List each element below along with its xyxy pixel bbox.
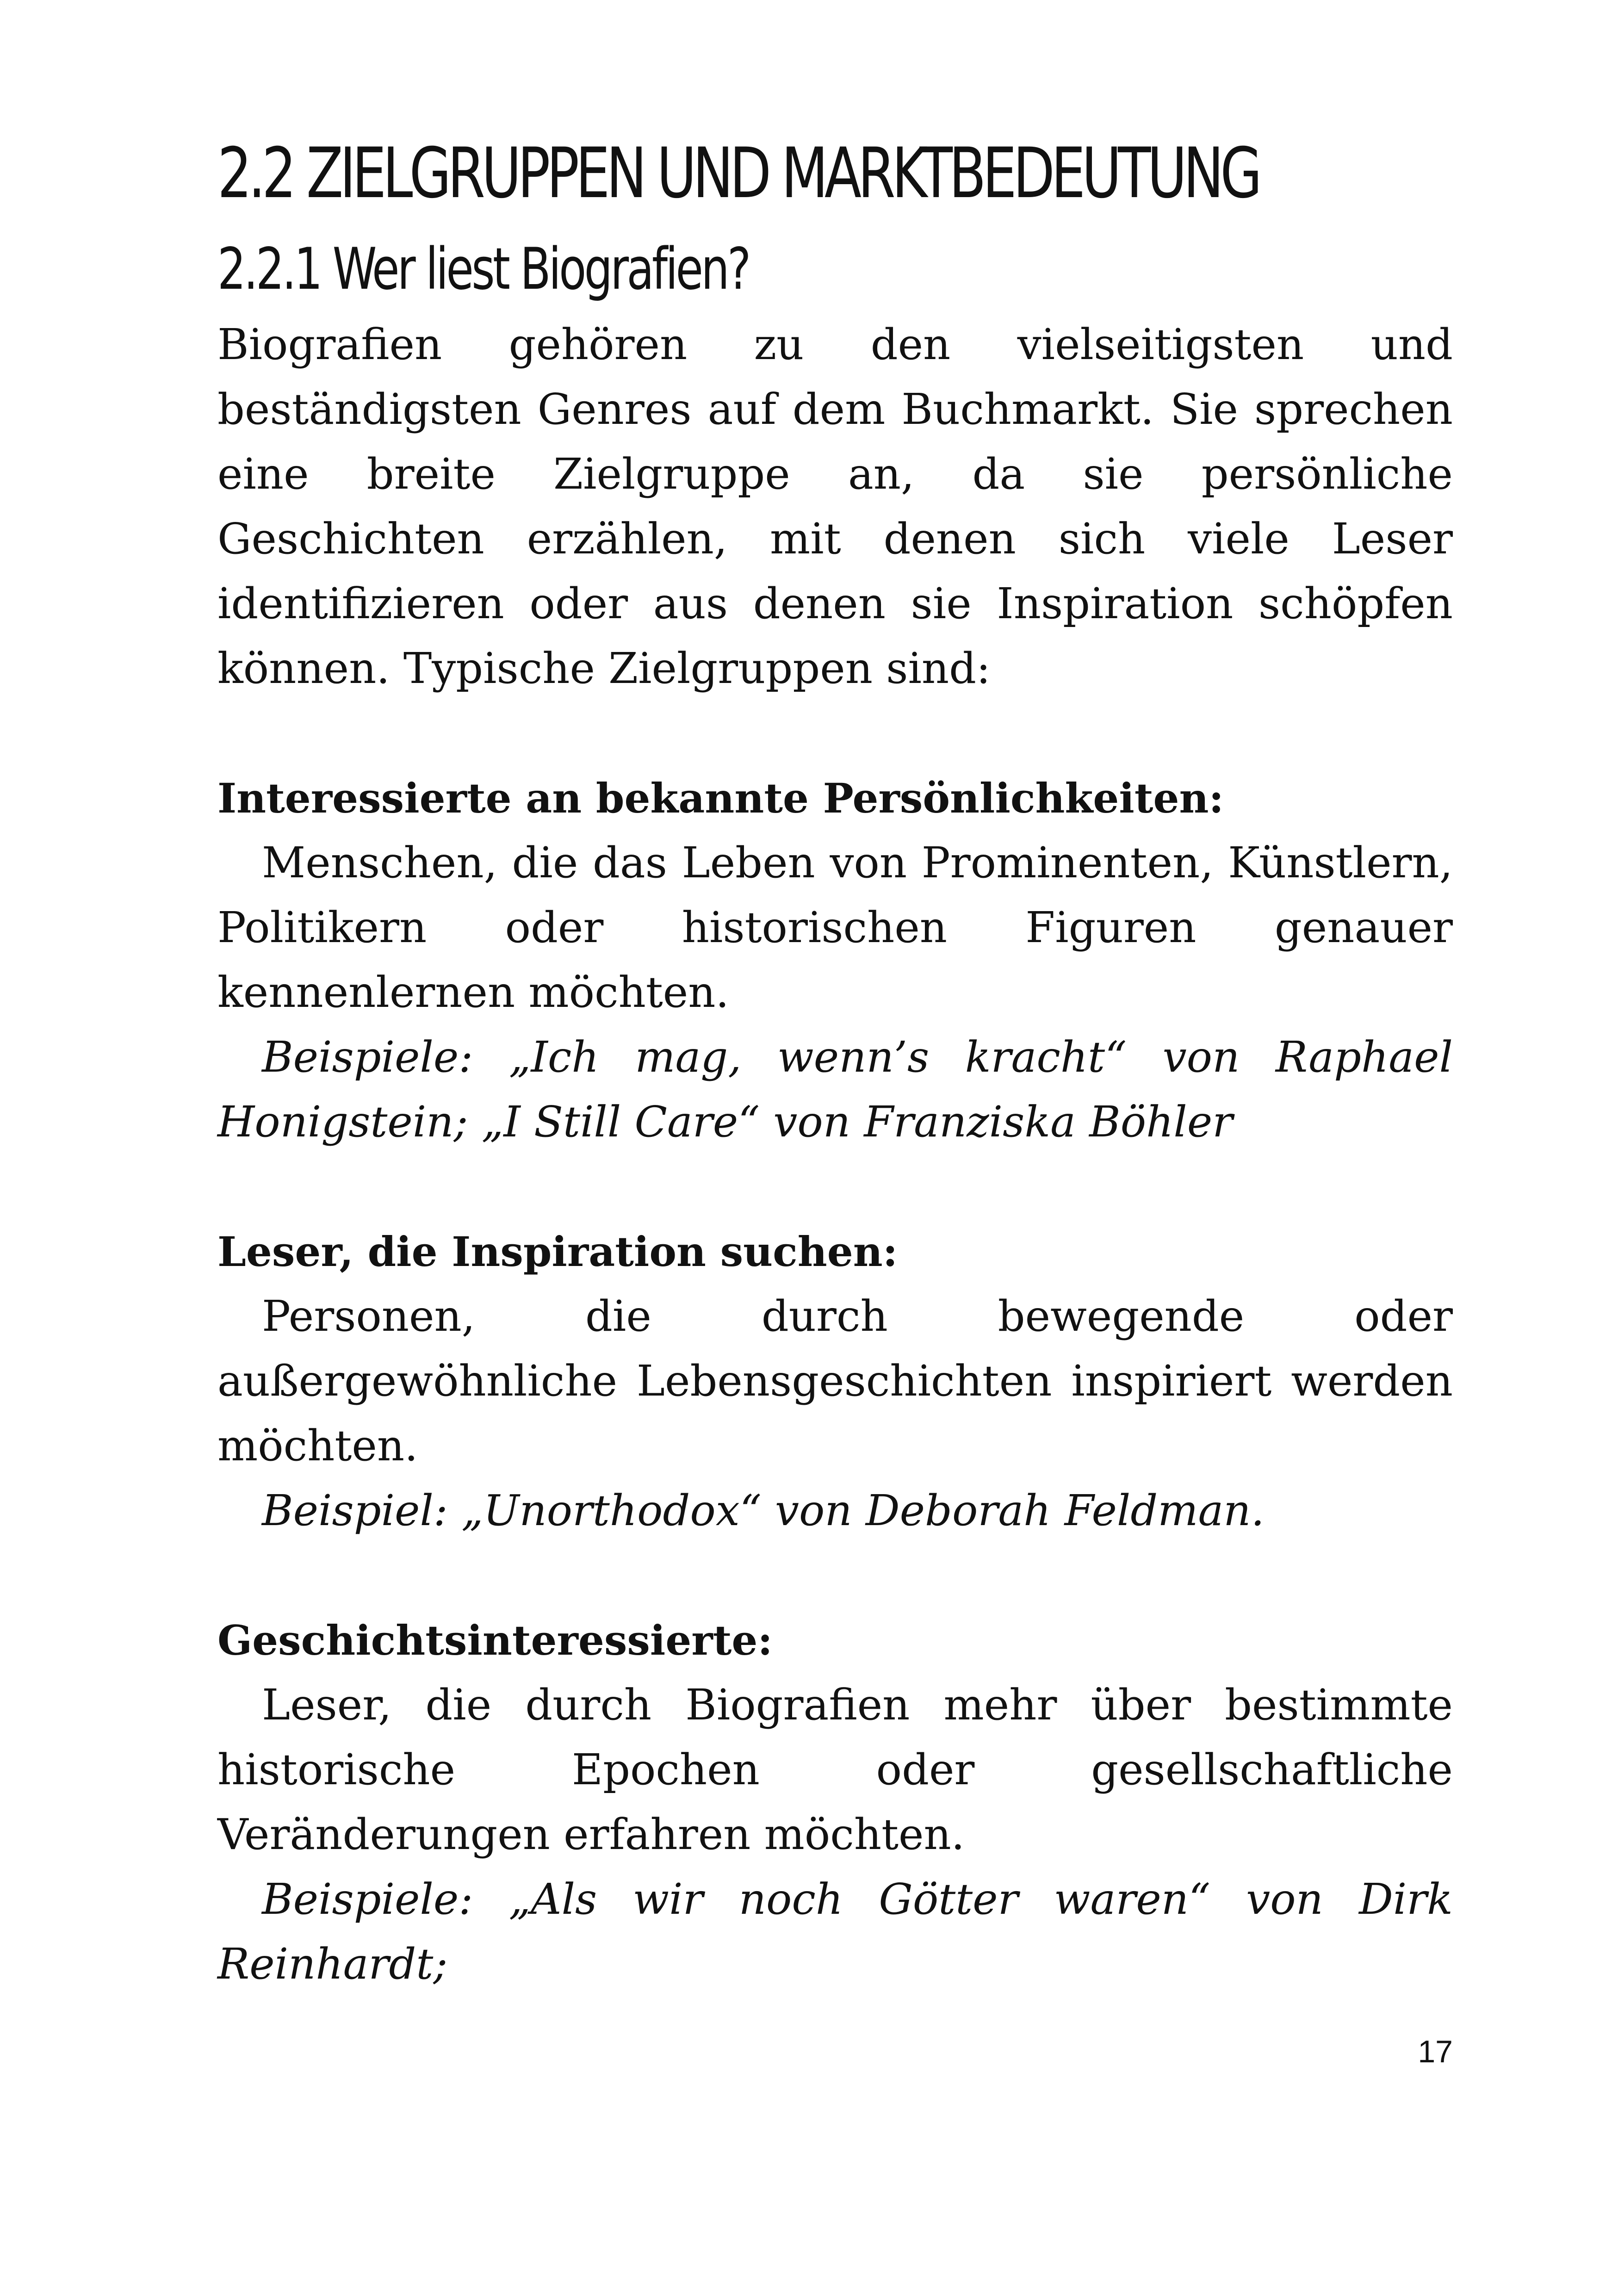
section-example: Beispiel: „Unorthodox“ von Deborah Feldman.: [262, 1486, 1265, 1535]
section-title: Leser, die Inspiration suchen:: [217, 1228, 898, 1276]
section-text: Leser, die durch Biografien mehr über bestimmte historische Epochen oder gesellschaftliche Veränderungen erfahren möchten.: [217, 1680, 1453, 1859]
section-text: Personen, die durch bewegende oder außergewöhnliche Lebensgeschichten inspiriert werden möchten.: [217, 1291, 1453, 1471]
page-content: [217, 133, 1453, 1997]
page-number: 17: [1418, 2034, 1453, 2069]
section-title: Interessierte an bekannte Persönlichkeiten:: [217, 774, 1224, 822]
chapter-heading: 2.2 ZIELGRUPPEN UND MARKTBEDEUTUNG: [217, 133, 1259, 214]
section-example: Beispiele: „Als wir noch Götter waren“ von Dirk Reinhardt;: [217, 1874, 1453, 1989]
section-text: Menschen, die das Leben von Prominenten, Künstlern, Politikern oder historischen Figuren genauer kennenlernen möchten.: [217, 838, 1453, 1017]
section-example: Beispiele: „Ich mag, wenn’s kracht“ von Raphael Honigstein; „I Still Care“ von Franziska Böhler: [217, 1032, 1453, 1147]
section-title: Geschichtsinteressierte:: [217, 1616, 773, 1664]
intro-paragraph: Biografien gehören zu den vielseitigsten und beständigsten Genres auf dem Buchmarkt. Sie sprechen eine breite Zielgruppe an, da sie persönliche Geschichten erzählen, mit denen sich viele Leser identifizieren oder aus denen sie Inspiration schöpfen können. Typische Zielgruppen sind:: [217, 320, 1453, 693]
section-celebrities: [217, 766, 1453, 1154]
section-subheading: 2.2.1 Wer liest Biografien?: [217, 236, 749, 303]
section-history: [217, 1608, 1453, 1997]
section-inspiration: [217, 1219, 1453, 1543]
